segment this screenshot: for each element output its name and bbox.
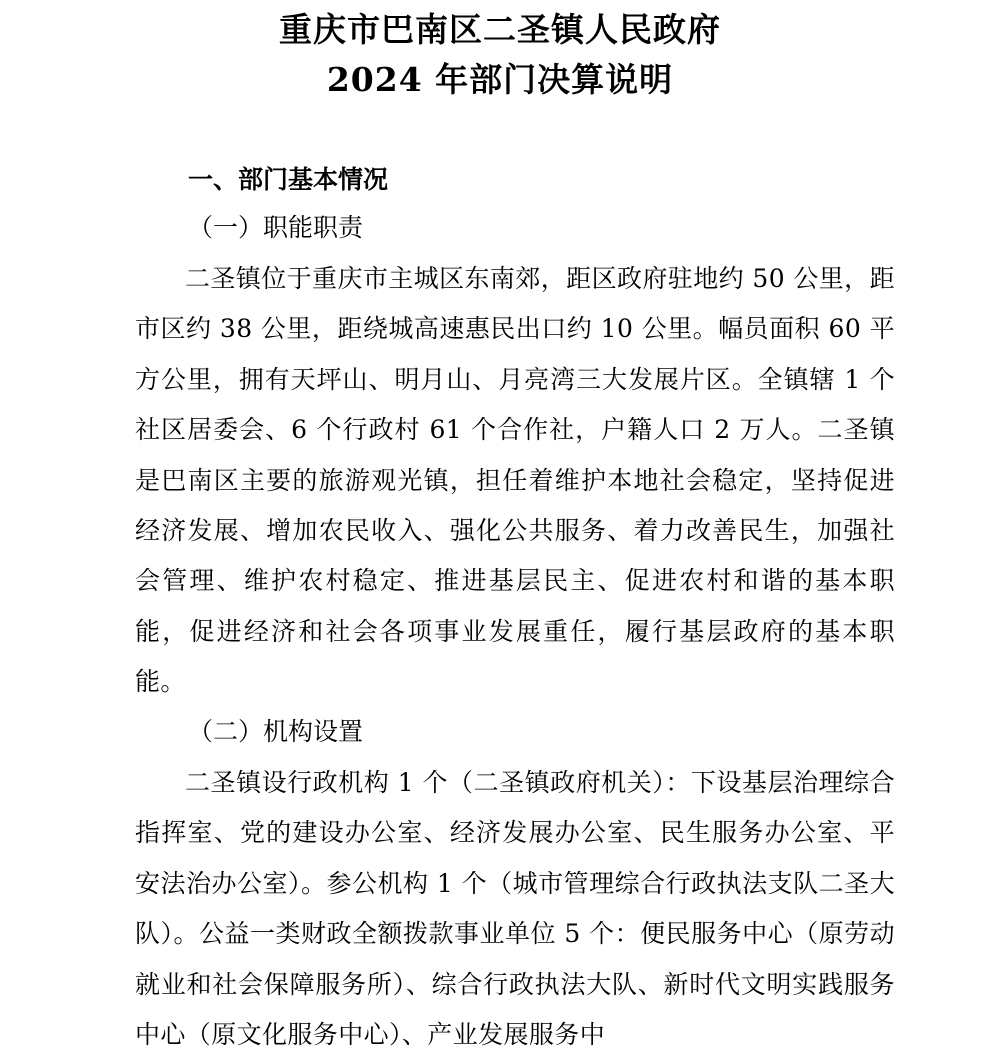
document-title-line2: 2024 年部门决算说明 bbox=[326, 60, 674, 99]
paragraph-organization: 二圣镇设行政机构 1 个（二圣镇政府机关）：下设基层治理综合指挥室、党的建设办公室、经济发展办公室、民生服务办公室、平安法治办公室）。参公机构 1 个（城市管理综合行政执法支队二圣大队）。公益一类财政全额拨款事业单位 5 个：便民服务中心（原劳动就业和社会保障服务所）、综合行政执法大队、新时代文明实践服务中心（原文化服务中心）、产业发展服务中 bbox=[135, 768, 895, 1050]
paragraph-functions: 二圣镇位于重庆市主城区东南郊，距区政府驻地约 50 公里，距市区约 38 公里，距绕城高速惠民出口约 10 公里。幅员面积 60 平方公里，拥有天坪山、明月山、月亮湾三大发展片区。全镇辖 1 个社区居委会、6 个行政村 61 个合作社，户籍人口 2 万人。二圣镇是巴南区主要的旅游观光镇，担任着维护本地社会稳定，坚持促进经济发展、增加农民收入、强化公共服务、着力改善民生，加强社会管理、维护农村稳定、推进基层民主、促进农村和谐的基本职能，促进经济和社会各项事业发展重任，履行基层政府的基本职能。 bbox=[135, 264, 895, 697]
document-title-line1: 重庆市巴南区二圣镇人民政府 bbox=[279, 10, 721, 49]
section-heading-basic-info: 一、部门基本情况 bbox=[188, 165, 389, 194]
subsection-heading-functions: （一）职能职责 bbox=[188, 213, 364, 242]
subsection-heading-organization: （二）机构设置 bbox=[188, 717, 364, 746]
